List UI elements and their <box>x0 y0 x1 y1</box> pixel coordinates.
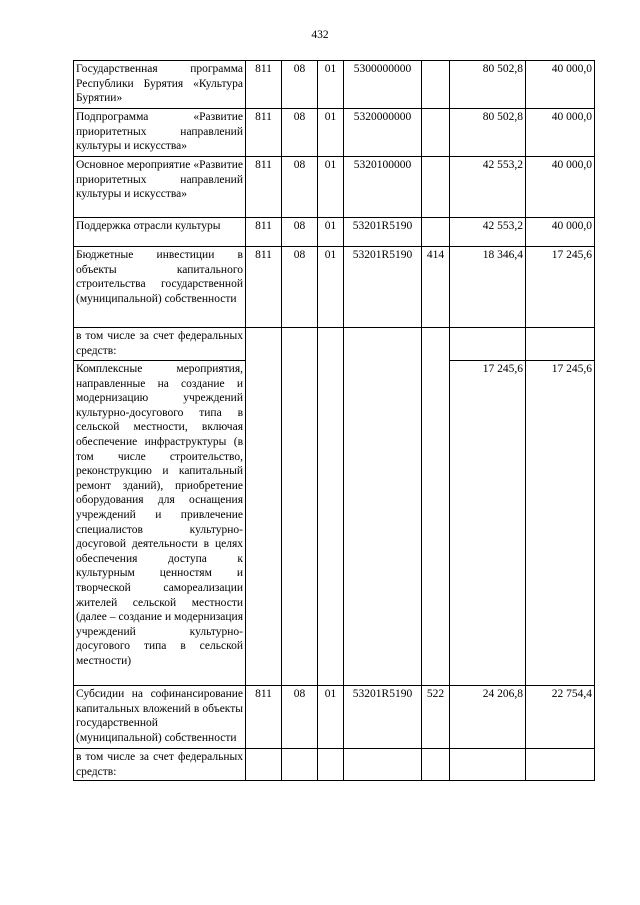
cell-sum-1: 80 502,8 <box>450 109 526 157</box>
cell-sum-1: 80 502,8 <box>450 61 526 109</box>
cell-pr: 01 <box>318 218 344 247</box>
cell-gr: 811 <box>246 109 282 157</box>
cell-csr: 53201R5190 <box>344 686 422 749</box>
cell-pr <box>318 328 344 361</box>
cell-sum-2: 17 245,6 <box>526 247 595 328</box>
cell-pr <box>318 749 344 781</box>
cell-csr <box>344 749 422 781</box>
cell-vr: 414 <box>422 247 450 328</box>
cell-sum-2 <box>526 749 595 781</box>
cell-csr <box>344 361 422 686</box>
row-name: Поддержка отрасли культуры <box>74 218 246 247</box>
cell-sum-2: 40 000,0 <box>526 61 595 109</box>
row-name: Основное мероприятие «Развитие приоритетных направлений культуры и искусства» <box>74 157 246 218</box>
cell-vr <box>422 328 450 361</box>
cell-pr: 01 <box>318 61 344 109</box>
cell-rz: 08 <box>282 218 318 247</box>
cell-pr: 01 <box>318 247 344 328</box>
cell-rz <box>282 361 318 686</box>
cell-rz <box>282 749 318 781</box>
cell-rz <box>282 328 318 361</box>
cell-sum-2: 22 754,4 <box>526 686 595 749</box>
table-row <box>74 247 595 328</box>
cell-sum-1 <box>450 328 526 361</box>
cell-rz: 08 <box>282 247 318 328</box>
cell-gr <box>246 749 282 781</box>
cell-gr: 811 <box>246 218 282 247</box>
table-row <box>74 328 595 361</box>
cell-rz: 08 <box>282 109 318 157</box>
cell-sum-2 <box>526 328 595 361</box>
cell-rz: 08 <box>282 61 318 109</box>
table-row <box>74 361 595 686</box>
budget-table <box>73 60 595 781</box>
cell-sum-1: 42 553,2 <box>450 157 526 218</box>
page-number: 432 <box>311 29 329 41</box>
table-row <box>74 61 595 109</box>
row-name: Государственная программа Республики Бурятия «Культура Бурятии» <box>74 61 246 109</box>
table-row <box>74 749 595 781</box>
cell-csr: 5320100000 <box>344 157 422 218</box>
cell-pr: 01 <box>318 109 344 157</box>
cell-pr <box>318 361 344 686</box>
cell-sum-1: 17 245,6 <box>450 361 526 686</box>
cell-gr <box>246 328 282 361</box>
table-row <box>74 218 595 247</box>
cell-csr: 5300000000 <box>344 61 422 109</box>
cell-pr: 01 <box>318 686 344 749</box>
cell-csr: 5320000000 <box>344 109 422 157</box>
cell-vr <box>422 749 450 781</box>
row-name: в том числе за счет федеральных средств: <box>74 328 246 361</box>
cell-vr <box>422 218 450 247</box>
cell-sum-2: 40 000,0 <box>526 109 595 157</box>
cell-sum-2: 40 000,0 <box>526 157 595 218</box>
cell-csr: 53201R5190 <box>344 218 422 247</box>
cell-vr <box>422 61 450 109</box>
cell-sum-2: 17 245,6 <box>526 361 595 686</box>
cell-sum-1: 42 553,2 <box>450 218 526 247</box>
cell-sum-2: 40 000,0 <box>526 218 595 247</box>
cell-vr <box>422 109 450 157</box>
table-row <box>74 157 595 218</box>
cell-pr: 01 <box>318 157 344 218</box>
cell-gr: 811 <box>246 157 282 218</box>
cell-sum-1: 24 206,8 <box>450 686 526 749</box>
cell-csr <box>344 328 422 361</box>
table-row <box>74 686 595 749</box>
cell-vr <box>422 157 450 218</box>
row-name: Бюджетные инвестиции в объекты капитального строительства государственной (муниципальной) собственности <box>74 247 246 328</box>
cell-sum-1: 18 346,4 <box>450 247 526 328</box>
cell-csr: 53201R5190 <box>344 247 422 328</box>
row-name: Подпрограмма «Развитие приоритетных направлений культуры и искусства» <box>74 109 246 157</box>
cell-gr: 811 <box>246 247 282 328</box>
cell-rz: 08 <box>282 157 318 218</box>
cell-gr <box>246 361 282 686</box>
row-name: Субсидии на софинансирование капитальных вложений в объекты государственной (муниципальной) собственности <box>74 686 246 749</box>
cell-vr: 522 <box>422 686 450 749</box>
cell-vr <box>422 361 450 686</box>
cell-rz: 08 <box>282 686 318 749</box>
cell-gr: 811 <box>246 61 282 109</box>
cell-sum-1 <box>450 749 526 781</box>
cell-gr: 811 <box>246 686 282 749</box>
row-name: в том числе за счет федеральных средств: <box>74 749 246 781</box>
table-row <box>74 109 595 157</box>
row-name: Комплексные мероприятия, направленные на создание и модернизацию учреждений культурно-досугового типа в сельской местности, включая обеспечение инфраструктуры (в том числе строительство, реконструкцию и капитальный ремонт зданий), приобретение оборудования для оснащения учреждений и привлечение специалистов культурно-досуговой деятельности в целях обеспечения доступа к культурным ценностям и творческой самореализации жителей сельской местности (далее – создание и модернизация учреждений культурно-досугового типа в сельской местности) <box>74 361 246 686</box>
